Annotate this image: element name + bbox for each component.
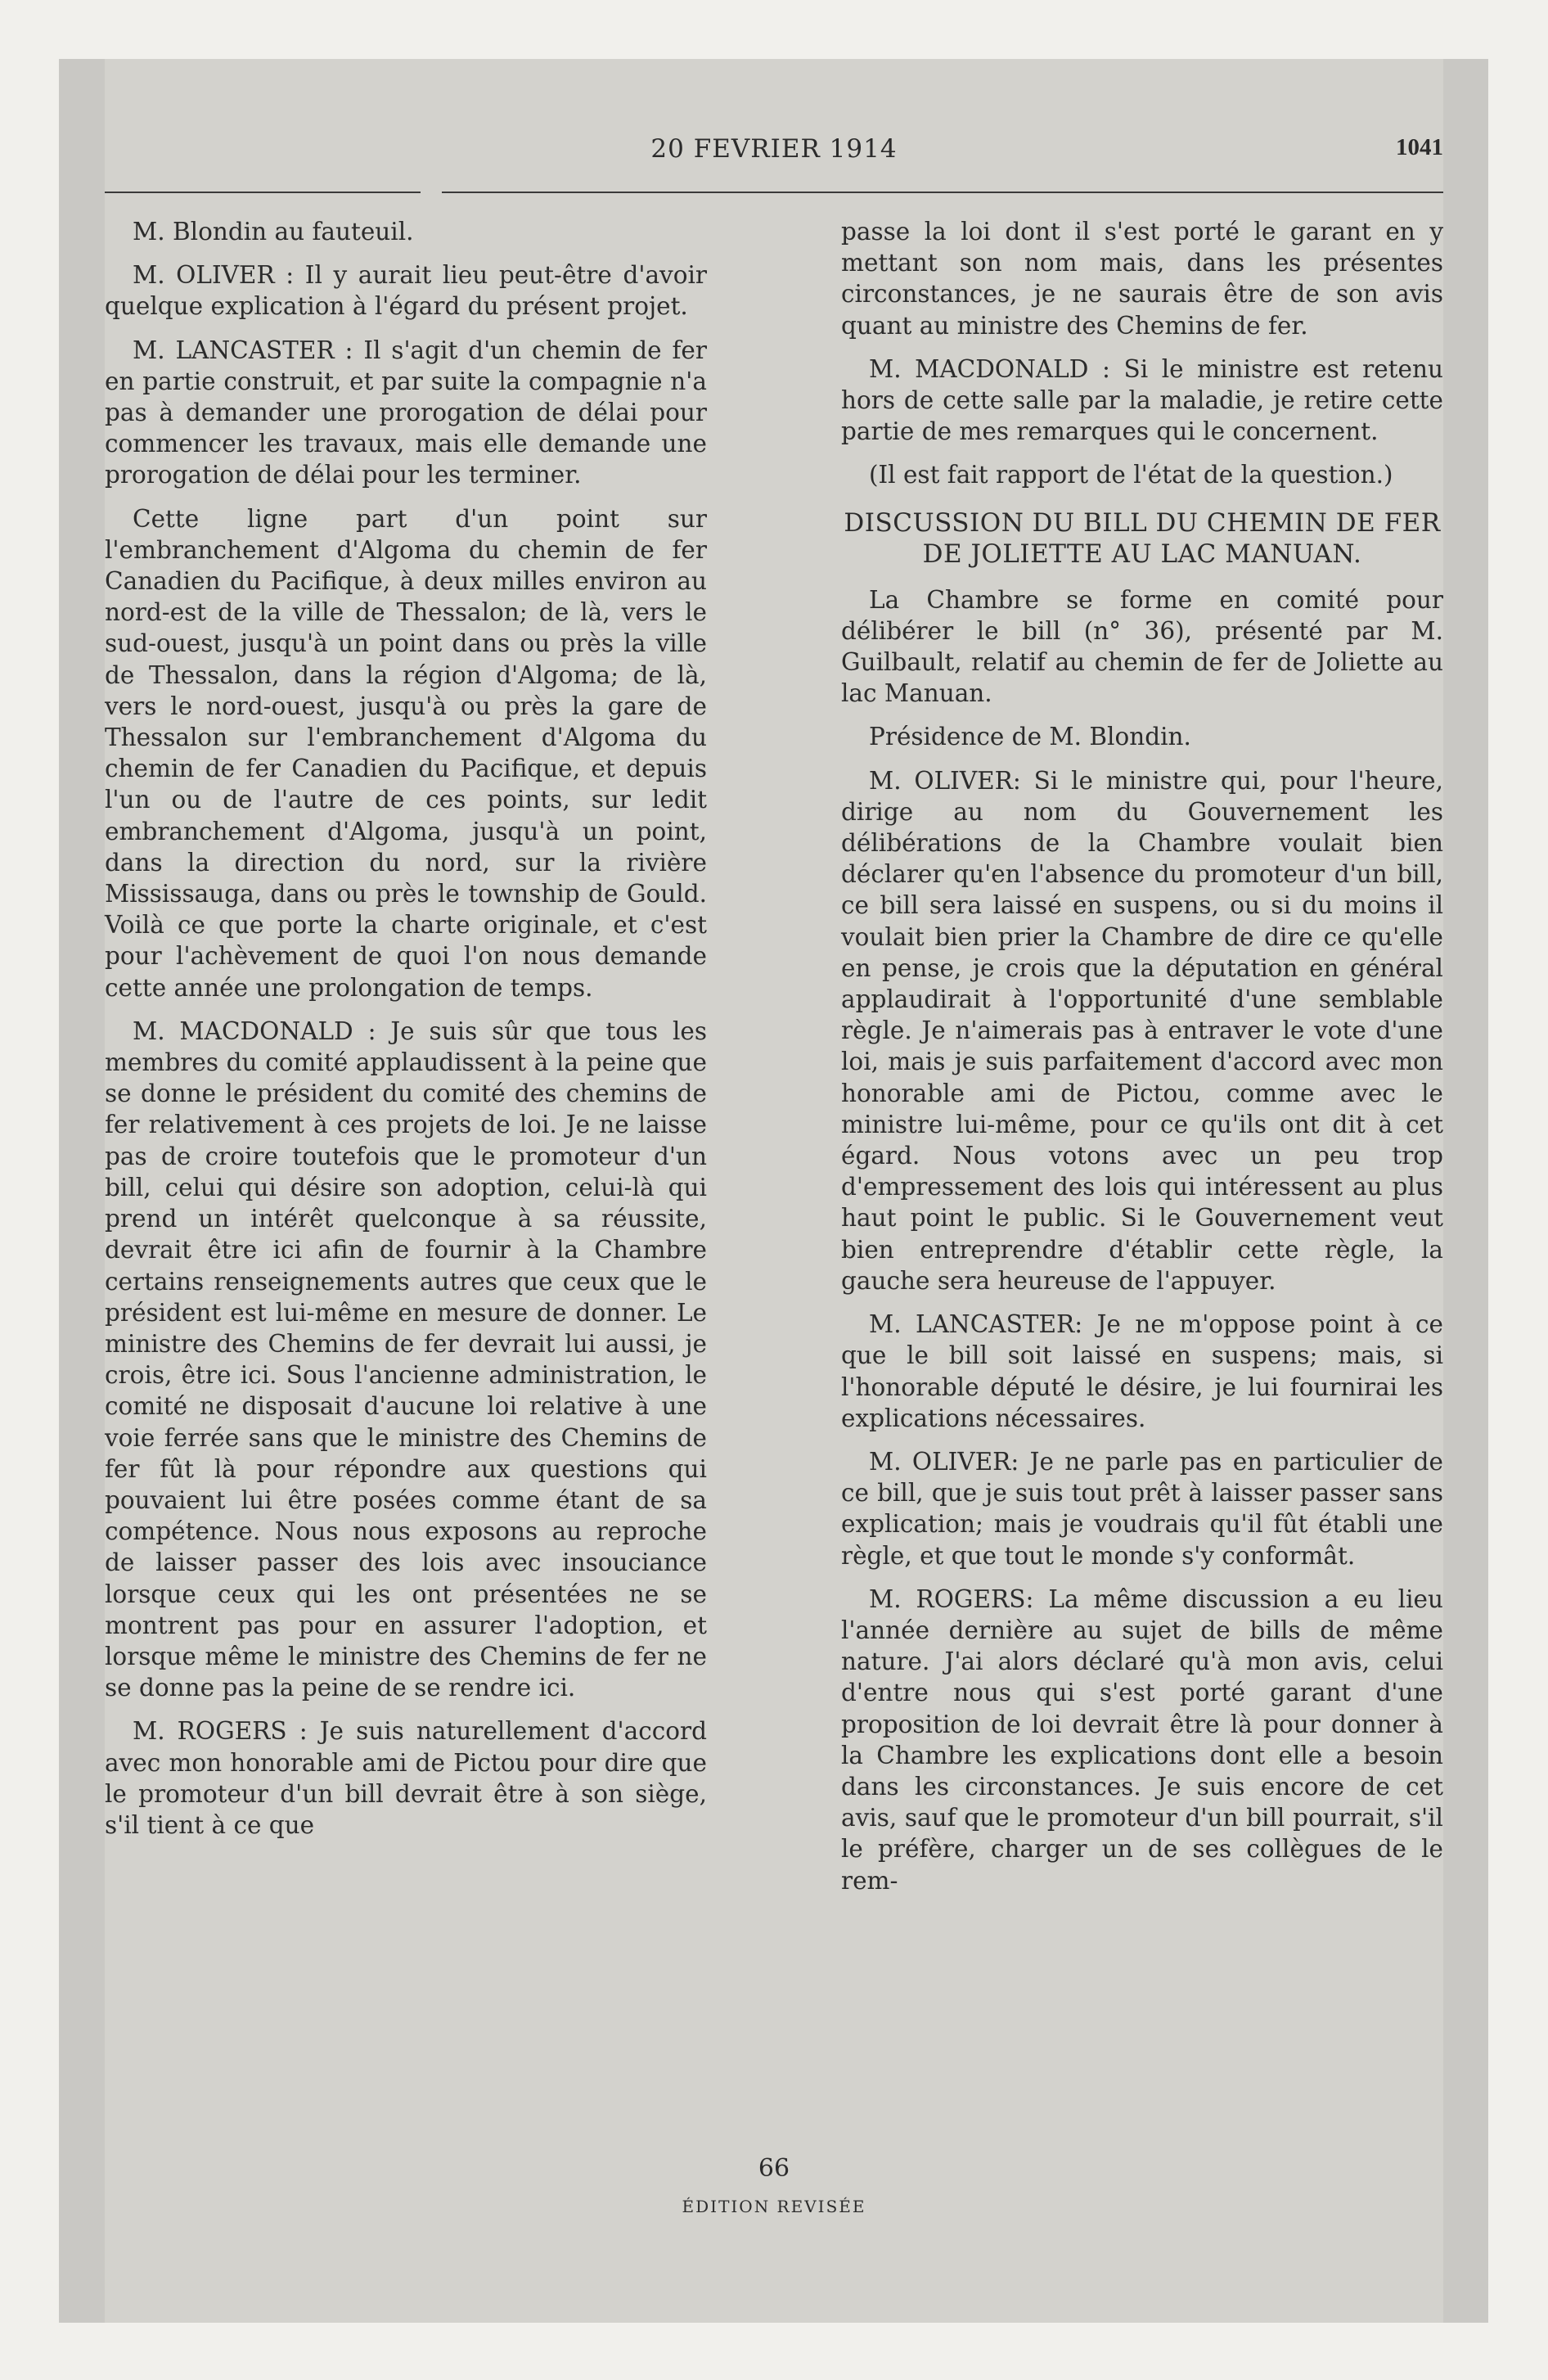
header-rule-left (105, 192, 421, 193)
paragraph: M. MACDONALD : Si le ministre est retenu hors de cette salle par la maladie, je retire cette partie de mes remarques qui le concernent. (841, 354, 1443, 446)
paragraph: M. Blondin au fauteuil. (133, 218, 414, 246)
paragraph: La Chambre se forme en comité pour délibérer le bill (n° 36), présenté par M. Guilbault, relatif au chemin de fer de Joliette au lac Manuan. (841, 585, 1443, 708)
page-header (105, 134, 1443, 183)
paragraph: M. OLIVER: Si le ministre qui, pour l'heure, dirige au nom du Gouvernement les délibérations de la Chambre voulait bien déclarer qu'en l'absence du promoteur d'un bill, ce bill sera laissé en suspens, ou si du moins il voulait bien prier la Chambre de dire ce qu'elle en pense, je crois que la députation en général applaudirait à l'opportunité d'une semblable règle. Je n'aimerais pas à entraver le vote d'une loi, mais je suis parfaitement d'accord avec mon honorable ami de Pictou, comme avec le ministre lui-même, pour ce qu'ils ont dit à cet égard. Nous votons avec un peu trop d'empressement des lois qui intéressent au plus haut point le public. Si le Gouvernement veut bien entreprendre d'établir cette règle, la gauche sera heureuse de l'appuyer. (841, 766, 1443, 1295)
signature-number: 66 (758, 2154, 790, 2183)
header-rule-right (442, 192, 1443, 193)
page-number: 1041 (1396, 134, 1443, 160)
paragraph: Cette ligne part d'un point sur l'embranchement d'Algoma du chemin de fer Canadien du Pacifique, à deux milles environ au nord-est de la ville de Thessalon; de là, vers le sud-ouest, jusqu'à un point dans ou près la ville de Thessalon, dans la région d'Algoma; de là, vers le nord-ouest, jusqu'à ou près la gare de Thessalon sur l'embranchement d'Algoma du chemin de fer Canadien du Pacifique, et depuis l'un ou de l'autre de ces points, sur ledit embranchement d'Algoma, jusqu'à un point, dans la direction du nord, sur la rivière Mississauga, dans ou près le township de Gould. Voilà ce que porte la charte originale, et c'est pour l'achèvement de quoi l'on nous demande cette année une prolongation de temps. (105, 504, 707, 1002)
paragraph: M. OLIVER : Il y aurait lieu peut-être d'avoir quelque explication à l'égard du présent projet. (105, 261, 707, 321)
section-title: DISCUSSION DU BILL DU CHEMIN DE FER DE JOLIETTE AU LAC MANUAN. (844, 507, 1441, 569)
paragraph: M. LANCASTER: Je ne m'oppose point à ce que le bill soit laissé en suspens; mais, si l'honorable député le désire, je lui fournirai les explications nécessaires. (841, 1310, 1443, 1432)
right-column (841, 216, 1443, 1909)
paragraph: M. MACDONALD : Je suis sûr que tous les membres du comité applaudissent à la peine que se donne le président du comité des chemins de fer relativement à ces projets de loi. Je ne laisse pas de croire toutefois que le promoteur d'un bill, celui qui désire son adoption, celui-là qui prend un intérêt quelconque à sa réussite, devrait être ici afin de fournir à la Chambre certains renseignements autres que ceux que le président est lui-même en mesure de donner. Le ministre des Chemins de fer devrait lui aussi, je crois, être ici. Sous l'ancienne administration, le comité ne disposait d'aucune loi relative à une voie ferrée sans que le ministre des Chemins de fer fût là pour répondre aux questions qui pouvaient lui être posées comme étant de sa compétence. Nous nous exposons au reproche de laisser passer des lois avec insouciance lorsque ceux qui les ont présentées ne se montrent pas pour en assurer l'adoption, et lorsque même le ministre des Chemins de fer ne se donne pas la peine de se rendre ici. (105, 1016, 707, 1702)
left-column (105, 216, 707, 1853)
page (105, 59, 1443, 2323)
edition-label: ÉDITION REVISÉE (682, 2197, 866, 2216)
paragraph: (Il est fait rapport de l'état de la question.) (869, 461, 1393, 489)
paragraph: M. ROGERS: La même discussion a eu lieu l'année dernière au sujet de bills de même nature. J'ai alors déclaré qu'à mon avis, celui d'entre nous qui s'est porté garant d'une proposition de loi devrait être là pour donner à la Chambre les explications dont elle a besoin dans les circonstances. Je suis encore de cet avis, sauf que le promoteur d'un bill pourrait, s'il le préfère, charger un de ses collègues de le rem- (841, 1584, 1443, 1895)
page-date: 20 FEVRIER 1914 (650, 134, 898, 164)
paragraph: M. LANCASTER : Il s'agit d'un chemin de fer en partie construit, et par suite la compagnie n'a pas à demander une prorogation de délai pour commencer les travaux, mais elle demande une prorogation de délai pour les terminer. (105, 336, 707, 489)
paragraph: M. ROGERS : Je suis naturellement d'accord avec mon honorable ami de Pictou pour dire que le promoteur d'un bill devrait être à son siège, s'il tient à ce que (105, 1717, 707, 1839)
paragraph: passe la loi dont il s'est porté le garant en y mettant son nom mais, dans les présentes circonstances, je ne saurais être de son avis quant au ministre des Chemins de fer. (841, 218, 1443, 340)
presidency-note: Présidence de M. Blondin. (869, 723, 1191, 751)
scan-background (59, 59, 1488, 2323)
paragraph: M. OLIVER: Je ne parle pas en particulier de ce bill, que je suis tout prêt à laisser passer sans explication; mais je voudrais qu'il fût établi une règle, et que tout le monde s'y conformât. (841, 1447, 1443, 1570)
